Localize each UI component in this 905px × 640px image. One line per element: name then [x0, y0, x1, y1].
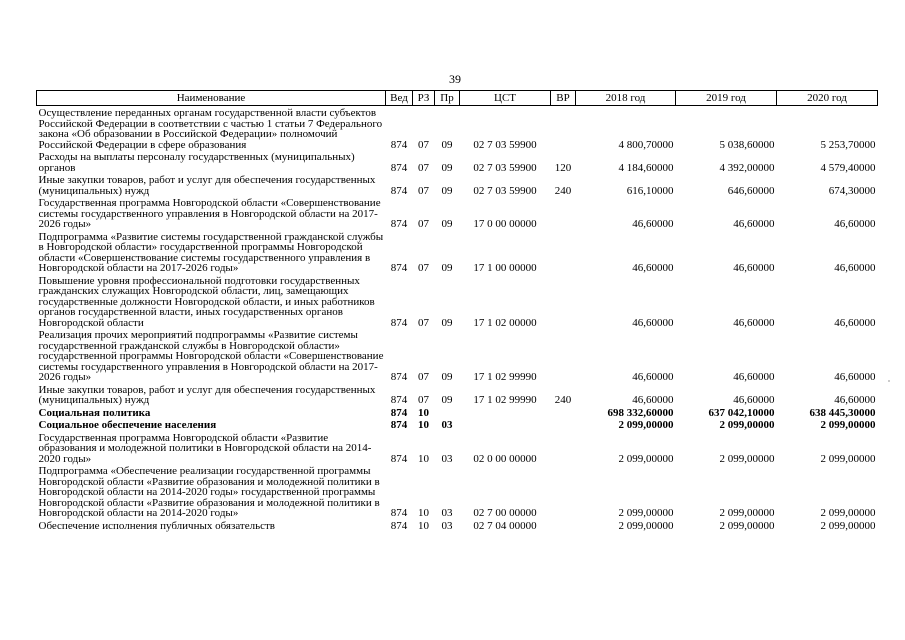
row-name: Государственная программа Новгородской области «Совершенствование системы государственного управления в Новгородской области на 2017-2026 годы»	[38, 197, 381, 230]
row-vr	[551, 328, 576, 383]
row-ved: 874	[390, 406, 408, 419]
header-cst: ЦСТ	[460, 91, 551, 106]
row-rz: 07	[418, 394, 429, 406]
row-2020: 46,60000	[834, 262, 876, 274]
row-name: Повышение уровня профессиональной подготовки государственных гражданских служащих Новгородской области, лиц, замещающих государственные должности Новгородской области, и иных работников органов государственной власти, иных государственных органов Новгородской области	[38, 274, 375, 329]
row-2019: 2 099,00000	[719, 519, 775, 532]
row-rz: 07	[418, 218, 429, 230]
header-name: Наименование	[37, 91, 386, 106]
row-rz: 07	[418, 316, 429, 329]
row-cst: 02 7 04 00000	[473, 519, 537, 532]
row-name: Реализация прочих мероприятий подпрограммы «Развитие системы государственной гражданской службы в Новгородской области» государственной программы Новгородской области «Совершенствование системы государственного управления в Новгородской области на 2017-2026 годы»	[38, 329, 384, 383]
row-cst: 02 7 03 59900	[473, 138, 537, 151]
row-pr: 09	[441, 161, 453, 174]
row-name: Осуществление переданных органам государственной власти субъектов Российской Федерации в соответствии с частью 1 статьи 7 Федерального закона «Об образовании в Российской Федерации» полномочий Российской Федерации в сфере образования	[38, 107, 383, 151]
row-rz: 10	[418, 452, 429, 465]
row-rz: 10	[418, 419, 429, 431]
row-2018: 616,10000	[626, 184, 674, 197]
row-2019: 46,60000	[733, 218, 775, 230]
row-vr	[551, 464, 576, 519]
row-pr: 09	[441, 184, 453, 197]
row-cst: 02 0 00 00000	[473, 452, 537, 465]
row-2018: 46,60000	[632, 316, 674, 329]
table-row	[37, 383, 878, 406]
row-2018: 46,60000	[632, 218, 674, 230]
table-row	[37, 406, 878, 419]
row-2018: 698 332,60000	[607, 406, 674, 419]
row-2019: 46,60000	[733, 262, 775, 274]
row-cst: 02 7 03 59900	[473, 161, 537, 174]
row-2018: 46,60000	[632, 394, 674, 406]
row-rz: 10	[418, 519, 429, 532]
row-2018: 4 184,60000	[618, 161, 674, 174]
row-ved: 874	[390, 371, 408, 383]
table-row	[37, 328, 878, 383]
table-body	[37, 106, 878, 532]
row-vr	[551, 196, 576, 230]
row-2018: 2 099,00000	[618, 519, 674, 532]
budget-table	[36, 90, 878, 531]
row-vr	[551, 519, 576, 532]
row-name: Расходы на выплаты персоналу государственных (муниципальных) органов	[38, 151, 355, 174]
row-rz: 07	[418, 138, 429, 151]
table-row	[37, 464, 878, 519]
row-pr: 09	[441, 394, 453, 406]
header-rz: РЗ	[413, 91, 435, 106]
row-ved: 874	[390, 452, 408, 465]
row-2019: 46,60000	[733, 316, 775, 329]
row-2018: 2 099,00000	[618, 419, 674, 431]
row-name: Иные закупки товаров, работ и услуг для обеспечения государственных (муниципальных) нужд	[38, 174, 376, 197]
row-rz: 10	[418, 406, 429, 419]
row-2019: 46,60000	[733, 371, 775, 383]
table-row	[37, 274, 878, 329]
row-cst: 17 0 00 00000	[473, 218, 537, 230]
row-name: Подпрограмма «Обеспечение реализации государственной программы Новгородской области «Развитие образования и молодежной политики в Новгородской области на 2014-2020 годы» государственной программы Новгородской области «Развитие образования и молодежной политики в Новгородской области на 2014-2020 годы»	[38, 465, 380, 519]
row-rz: 10	[418, 507, 429, 519]
row-ved: 874	[390, 184, 408, 197]
header-pr: Пр	[435, 91, 460, 106]
row-2020: 2 099,00000	[820, 507, 876, 519]
row-pr: 03	[441, 419, 453, 431]
row-cst: 02 7 00 00000	[473, 507, 537, 519]
row-2019: 2 099,00000	[719, 507, 775, 519]
row-2018: 2 099,00000	[618, 452, 674, 465]
row-2019: 46,60000	[733, 394, 775, 406]
row-ved: 874	[390, 218, 408, 230]
row-ved: 874	[390, 507, 408, 519]
header-vr: ВР	[551, 91, 576, 106]
row-2020: 2 099,00000	[820, 519, 876, 532]
row-cst	[460, 406, 551, 419]
row-2020: 5 253,70000	[820, 138, 876, 151]
row-2019: 4 392,00000	[719, 161, 775, 174]
row-rz: 07	[418, 262, 429, 274]
row-pr: 09	[441, 371, 453, 383]
header-ved: Вед	[386, 91, 413, 106]
row-vr	[551, 418, 576, 431]
header-2020: 2020 год	[777, 91, 878, 106]
row-vr: 120	[554, 161, 572, 174]
row-2018: 2 099,00000	[618, 507, 674, 519]
row-2020: 46,60000	[834, 316, 876, 329]
scan-artifact	[888, 380, 890, 382]
row-pr: 09	[441, 138, 453, 151]
row-name: Обеспечение исполнения публичных обязательств	[38, 519, 276, 532]
table-header-row	[37, 91, 878, 106]
row-2020: 638 445,30000	[809, 406, 876, 419]
table-row	[37, 173, 878, 196]
row-name: Подпрограмма «Развитие системы государственной гражданской службы в Новгородской области» государственной программы Новгородской области «Совершенствование системы государственного управления в Новгородской области на 2017-2026 годы»	[38, 230, 384, 274]
row-vr	[551, 274, 576, 329]
row-ved: 874	[390, 316, 408, 329]
row-pr: 09	[441, 262, 453, 274]
row-vr	[551, 106, 576, 151]
row-name: Социальное обеспечение населения	[38, 419, 217, 431]
row-cst: 17 1 02 00000	[473, 316, 537, 329]
table-row	[37, 150, 878, 173]
row-pr: 09	[441, 316, 453, 329]
row-ved: 874	[390, 419, 408, 431]
table-row	[37, 196, 878, 230]
row-rz: 07	[418, 184, 429, 197]
row-2019: 2 099,00000	[719, 452, 775, 465]
row-cst: 02 7 03 59900	[473, 184, 537, 197]
row-2019: 5 038,60000	[719, 138, 775, 151]
row-ved: 874	[390, 519, 408, 532]
row-pr: 03	[441, 452, 453, 465]
row-2020: 674,30000	[828, 184, 876, 197]
row-rz: 07	[418, 161, 429, 174]
row-cst	[460, 418, 551, 431]
page-number: 39	[449, 72, 461, 86]
row-ved: 874	[390, 161, 408, 174]
row-rz: 07	[418, 371, 429, 383]
row-vr	[551, 406, 576, 419]
row-name: Государственная программа Новгородской области «Развитие образования и молодежной политики в Новгородской области на 2014-2020 годы»	[38, 431, 372, 465]
row-vr	[551, 230, 576, 274]
row-vr: 240	[554, 394, 572, 406]
row-pr: 03	[441, 519, 453, 532]
row-2020: 46,60000	[834, 218, 876, 230]
row-cst: 17 1 02 99990	[473, 394, 537, 406]
row-2020: 46,60000	[834, 371, 876, 383]
row-vr: 240	[554, 184, 572, 197]
header-2018: 2018 год	[576, 91, 676, 106]
row-vr	[551, 431, 576, 465]
row-name: Социальная политика	[38, 406, 151, 419]
table-row	[37, 106, 878, 151]
header-2019: 2019 год	[676, 91, 777, 106]
row-name: Иные закупки товаров, работ и услуг для обеспечения государственных (муниципальных) нужд	[38, 383, 376, 406]
row-2020: 46,60000	[834, 394, 876, 406]
row-cst: 17 1 02 99990	[473, 371, 537, 383]
row-cst: 17 1 00 00000	[473, 262, 537, 274]
row-2020: 2 099,00000	[820, 419, 876, 431]
row-2020: 2 099,00000	[820, 452, 876, 465]
row-2019: 637 042,10000	[708, 406, 775, 419]
row-2020: 4 579,40000	[820, 161, 876, 174]
row-2018: 46,60000	[632, 371, 674, 383]
row-2018: 4 800,70000	[618, 138, 674, 151]
row-2019: 2 099,00000	[719, 419, 775, 431]
row-pr: 09	[441, 218, 453, 230]
table-row	[37, 230, 878, 274]
row-pr	[435, 406, 460, 419]
table-row	[37, 418, 878, 431]
row-2018: 46,60000	[632, 262, 674, 274]
row-ved: 874	[390, 138, 408, 151]
row-ved: 874	[390, 262, 408, 274]
table-row	[37, 519, 878, 532]
table-row	[37, 431, 878, 465]
row-pr: 03	[441, 507, 453, 519]
row-ved: 874	[390, 394, 408, 406]
row-2019: 646,60000	[727, 184, 775, 197]
